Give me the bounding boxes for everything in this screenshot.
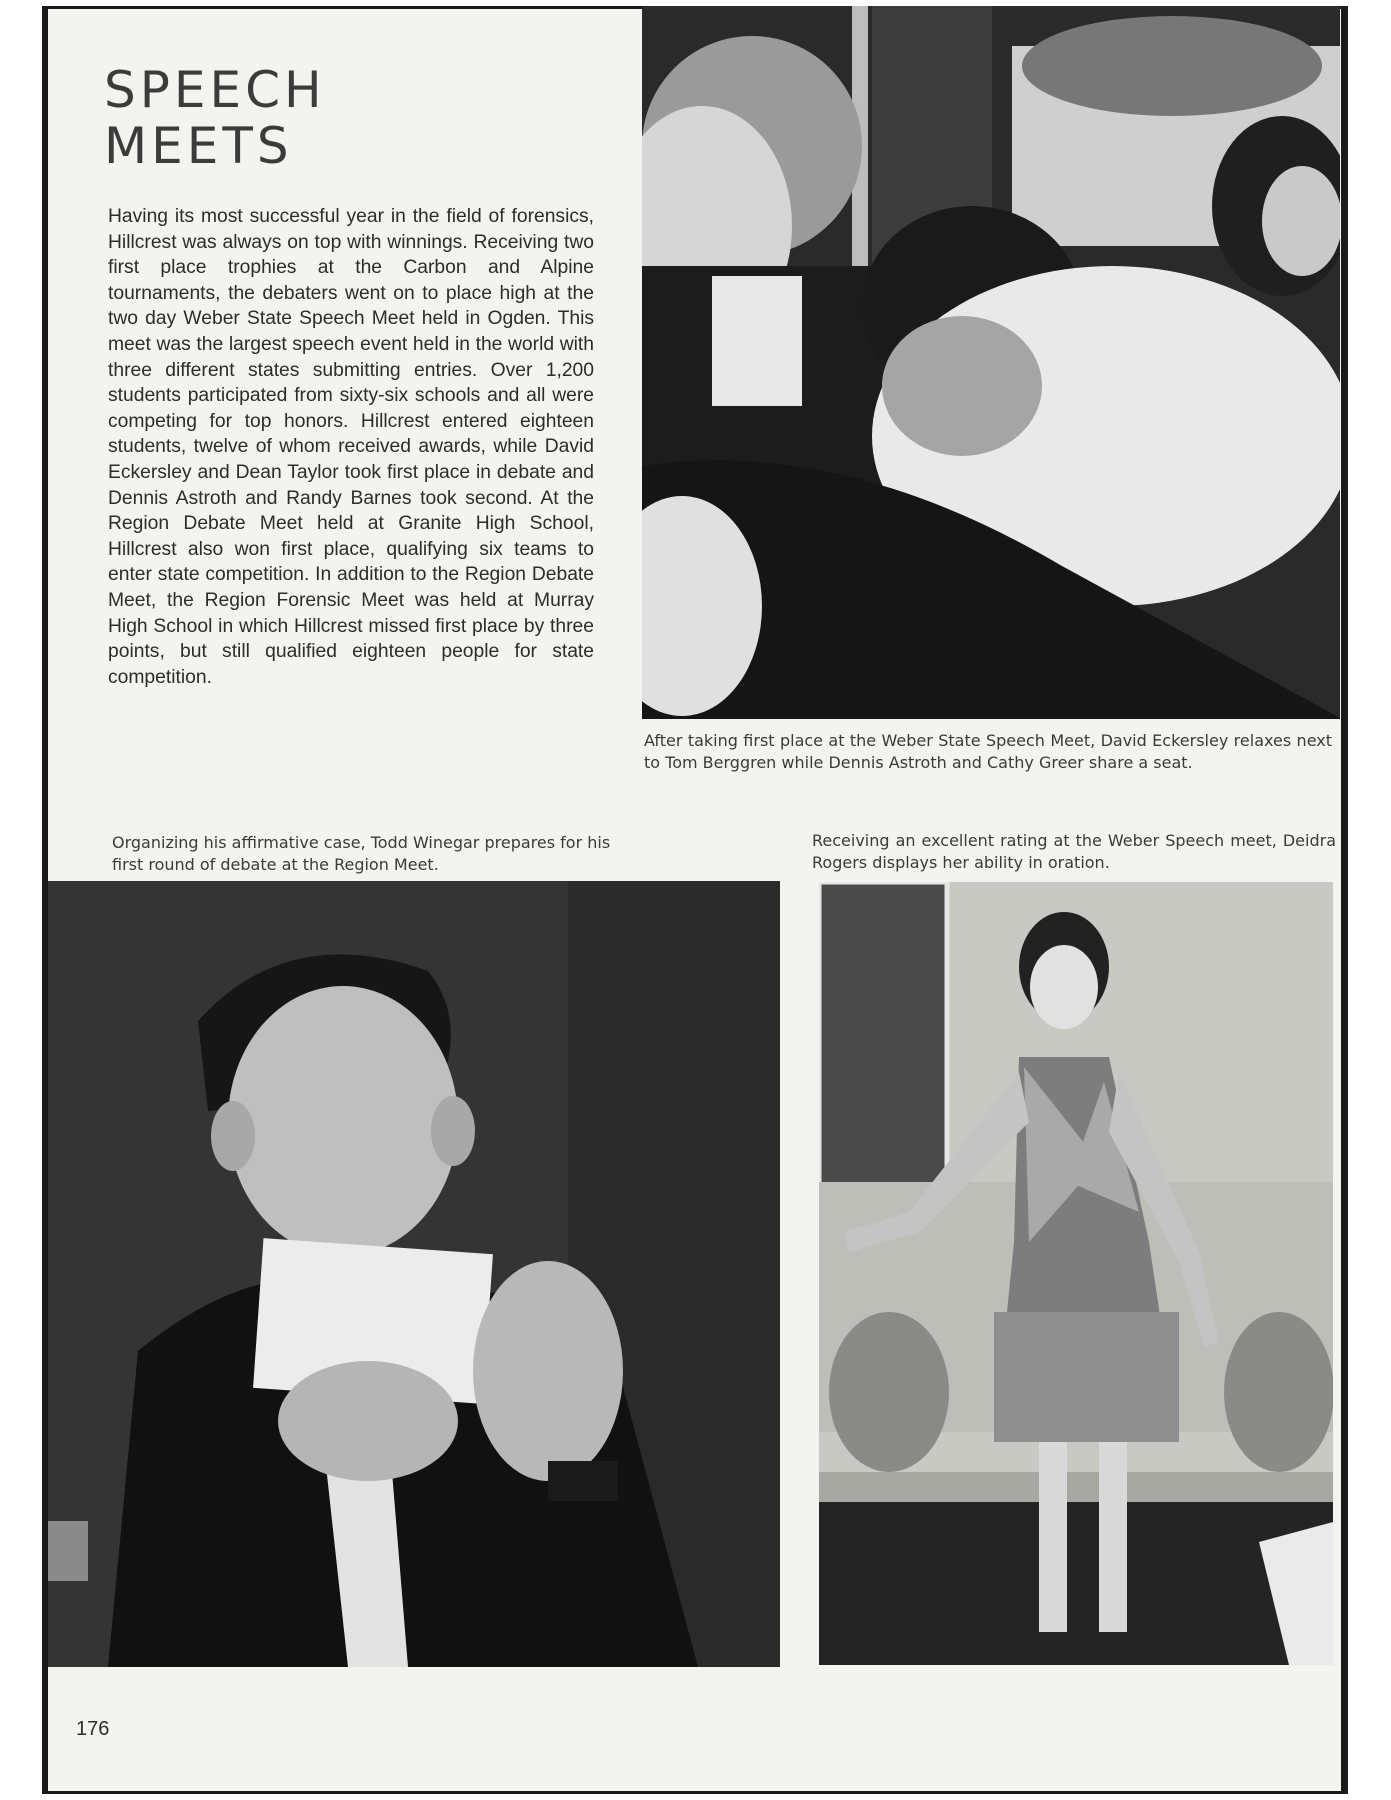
photo-students-relaxing-image bbox=[642, 6, 1340, 719]
caption-right-photo: Receiving an excellent rating at the Weber Speech meet, Deidra Rogers displays her ability in oration. bbox=[812, 831, 1336, 872]
title-line-2: MEETS bbox=[104, 117, 293, 175]
page-title bbox=[104, 62, 504, 174]
caption-top-photo: After taking first place at the Weber State Speech Meet, David Eckersley relaxes next to Tom Berggren while Dennis Astroth and Cathy Greer share a seat. bbox=[644, 731, 1332, 772]
photo-debater-reading-image bbox=[48, 881, 780, 1667]
photo-speaker-oration bbox=[819, 882, 1333, 1665]
photo-speaker-oration-image bbox=[819, 882, 1333, 1665]
article-body: Having its most successful year in the field of forensics, Hillcrest was always on top with winnings. Receiving two first place trophies at the Carbon and Alpine tournaments, the debaters went on to place high at the two day Weber State Speech Meet held in Ogden. This meet was the largest speech event held in the world with three different states submitting entries. Over 1,200 students participated from sixty-six schools and all were competing for top honors. Hillcrest entered eighteen students, twelve of whom received awards, while David Eckersley and Dean Taylor took first place in debate and Dennis Astroth and Randy Barnes took second. At the Region Debate Meet held at Granite High School, Hillcrest also won first place, qualifying six teams to enter state competition. In addition to the Region Debate Meet, the Region Forensic Meet was held at Murray High School in which Hillcrest missed first place by three points, but still qualified eighteen people for state competition. bbox=[108, 206, 594, 688]
title-line-1: SPEECH bbox=[104, 61, 326, 119]
photo-debater-reading bbox=[48, 881, 780, 1667]
photo-students-relaxing bbox=[642, 6, 1340, 719]
caption-left-photo: Organizing his affirmative case, Todd Winegar prepares for his first round of debate at the Region Meet. bbox=[112, 833, 611, 874]
page-number: 176 bbox=[76, 1718, 110, 1740]
